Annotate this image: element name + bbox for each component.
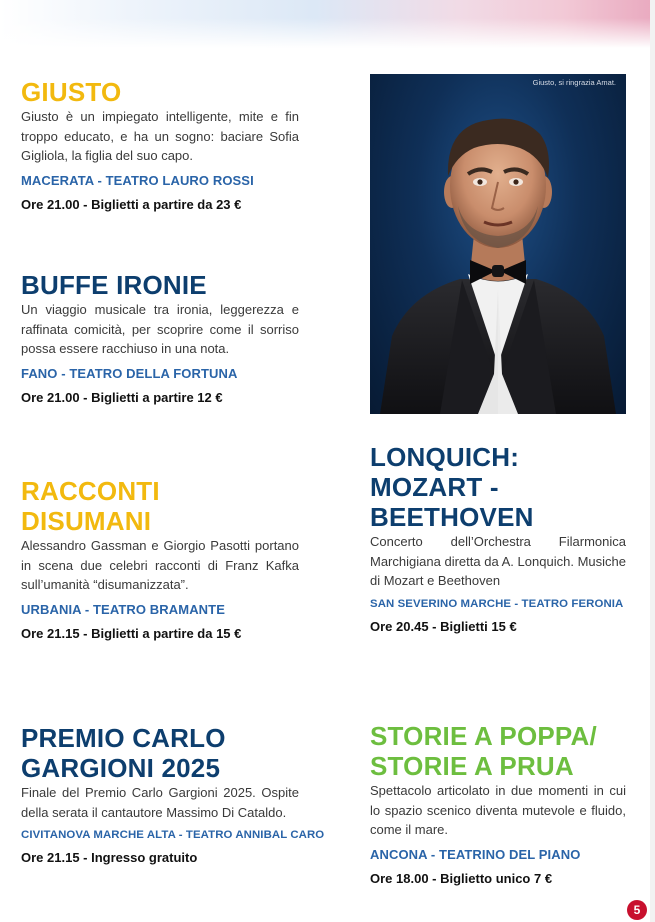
event-storie-a-poppa bbox=[370, 721, 626, 886]
photo-caption: Giusto, si ringrazia Amat. bbox=[532, 78, 616, 87]
event-title: BUFFE IRONIE bbox=[21, 270, 207, 300]
event-description: Giusto è un impiegato intelligente, mite e fin troppo educato, e ha un sogno: baciare Sofia Gigliola, la figlia del suo capo. bbox=[21, 109, 299, 163]
page-number-badge: 5 bbox=[627, 900, 647, 920]
actor-portrait-illustration bbox=[370, 74, 626, 414]
event-title-line: STORIE A PRUA bbox=[370, 751, 574, 781]
page-edge bbox=[650, 0, 655, 922]
event-description: Un viaggio musicale tra ironia, leggerezza e raffinata comicità, per scoprire come il sorriso possa essere racchiuso in una nota. bbox=[21, 302, 299, 356]
event-premio-carlo-gargioni bbox=[21, 723, 325, 865]
event-time-price: Ore 21.00 - Biglietti a partire da 23 € bbox=[21, 196, 242, 212]
event-title-line: DISUMANI bbox=[21, 506, 152, 536]
event-venue: FANO - TEATRO DELLA FORTUNA bbox=[21, 365, 238, 381]
event-time-price: Ore 21.15 - Biglietti a partire da 15 € bbox=[21, 625, 242, 641]
event-venue: MACERATA - TEATRO LAURO ROSSI bbox=[21, 172, 254, 188]
event-photo bbox=[370, 74, 626, 414]
event-venue: SAN SEVERINO MARCHE - TEATRO FERONIA bbox=[370, 597, 624, 610]
event-description: Alessandro Gassman e Giorgio Pasotti portano in scena due celebri racconti di Franz Kafka sull’umanità “disumanizzata”. bbox=[21, 538, 299, 592]
event-lonquich bbox=[370, 442, 626, 634]
event-title-line: PREMIO CARLO bbox=[21, 723, 226, 753]
event-racconti-disumani bbox=[21, 476, 299, 641]
event-time-price: Ore 18.00 - Biglietto unico 7 € bbox=[370, 870, 553, 886]
event-description: Concerto dell’Orchestra Filarmonica Marchigiana diretta da A. Lonquich. Musiche di Mozart e Beethoven bbox=[370, 534, 626, 588]
event-title-line: GARGIONI 2025 bbox=[21, 753, 221, 783]
event-venue: URBANIA - TEATRO BRAMANTE bbox=[21, 601, 225, 617]
event-description: Finale del Premio Carlo Gargioni 2025. Ospite della serata il cantautore Massimo Di Cataldo. bbox=[21, 785, 299, 820]
event-giusto bbox=[21, 77, 299, 212]
event-time-price: Ore 21.00 - Biglietti a partire 12 € bbox=[21, 389, 223, 405]
event-time-price: Ore 21.15 - Ingresso gratuito bbox=[21, 850, 198, 865]
event-title-line: RACCONTI bbox=[21, 476, 160, 506]
event-title bbox=[21, 723, 299, 783]
event-venue: CIVITANOVA MARCHE ALTA - TEATRO ANNIBAL CARO bbox=[21, 829, 325, 841]
event-description: Spettacolo articolato in due momenti in cui lo spazio scenico diventa mutevole e fluido, come il mare. bbox=[370, 783, 626, 837]
event-title-line: MOZART - bbox=[370, 472, 499, 502]
event-title-line: LONQUICH: bbox=[370, 442, 520, 472]
event-title: GIUSTO bbox=[21, 77, 122, 107]
event-time-price: Ore 20.45 - Biglietti 15 € bbox=[370, 618, 517, 634]
event-title bbox=[370, 442, 626, 532]
event-title-line: STORIE A POPPA/ bbox=[370, 721, 597, 751]
event-title bbox=[370, 721, 626, 781]
event-buffe-ironie bbox=[21, 270, 299, 405]
event-title-line: BEETHOVEN bbox=[370, 502, 534, 532]
header-gradient-band bbox=[0, 0, 655, 48]
event-venue: ANCONA - TEATRINO DEL PIANO bbox=[370, 846, 581, 862]
event-title bbox=[21, 476, 299, 536]
